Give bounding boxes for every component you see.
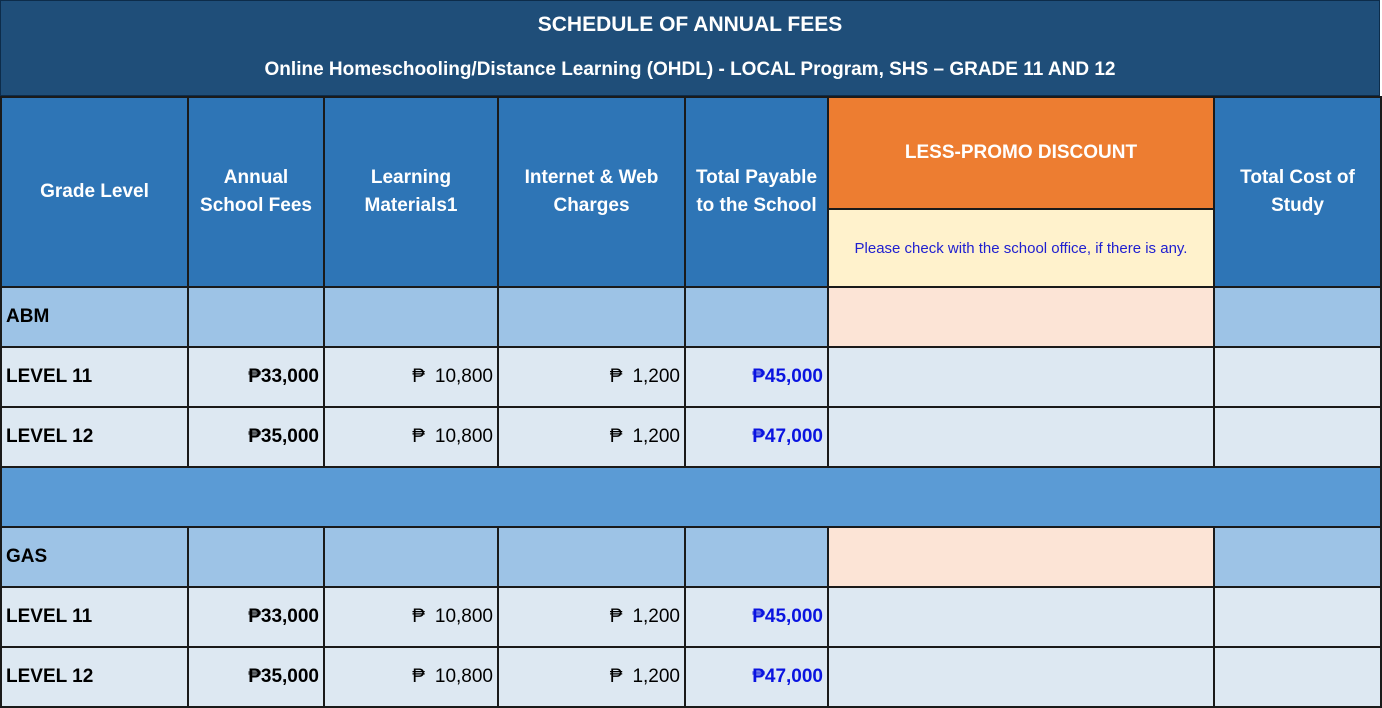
header-total-cost[interactable]: Total Cost of Study — [1214, 97, 1381, 287]
empty-cell[interactable] — [685, 527, 828, 587]
currency-symbol: ₱ — [609, 666, 623, 687]
separator-cell[interactable] — [1, 467, 1381, 527]
internet-cell[interactable] — [498, 587, 685, 647]
total-cost-cell[interactable] — [1214, 647, 1381, 707]
materials-cell[interactable] — [324, 587, 498, 647]
annual-fee-cell[interactable]: ₱33,000 — [188, 587, 324, 647]
total-cost-cell[interactable] — [1214, 347, 1381, 407]
level-cell[interactable]: LEVEL 12 — [1, 407, 188, 467]
level-cell[interactable]: LEVEL 11 — [1, 587, 188, 647]
header-promo[interactable] — [828, 97, 1214, 287]
section-name[interactable]: GAS — [1, 527, 188, 587]
total-cost-cell[interactable] — [1214, 587, 1381, 647]
annual-fee-cell[interactable]: ₱33,000 — [188, 347, 324, 407]
empty-cell[interactable] — [828, 527, 1214, 587]
empty-cell[interactable] — [685, 287, 828, 347]
sheet-title: SCHEDULE OF ANNUAL FEES — [537, 13, 843, 36]
empty-cell[interactable] — [324, 287, 498, 347]
header-grade-level[interactable]: Grade Level — [1, 97, 188, 287]
currency-symbol: ₱ — [412, 606, 425, 627]
discount-cell[interactable] — [828, 407, 1214, 467]
currency-symbol: ₱ — [609, 366, 623, 387]
total-cost-cell[interactable] — [1214, 407, 1381, 467]
total-payable-cell[interactable]: ₱45,000 — [685, 347, 828, 407]
level-cell[interactable]: LEVEL 11 — [1, 347, 188, 407]
table-row — [1, 647, 1381, 707]
empty-cell[interactable] — [188, 527, 324, 587]
annual-fee-cell[interactable]: ₱35,000 — [188, 647, 324, 707]
materials-value: 10,800 — [434, 666, 493, 687]
empty-cell[interactable] — [498, 287, 685, 347]
internet-value: 1,200 — [632, 606, 680, 627]
header-promo-discount: LESS-PROMO DISCOUNT — [829, 98, 1213, 210]
discount-cell[interactable] — [828, 647, 1214, 707]
internet-value: 1,200 — [632, 366, 680, 387]
discount-cell[interactable] — [828, 587, 1214, 647]
internet-cell[interactable] — [498, 647, 685, 707]
table-row — [1, 407, 1381, 467]
section-row-abm — [1, 287, 1381, 347]
section-row-gas — [1, 527, 1381, 587]
level-cell[interactable]: LEVEL 12 — [1, 647, 188, 707]
header-annual-school-fees[interactable]: Annual School Fees — [188, 97, 324, 287]
fees-table — [0, 96, 1382, 708]
materials-cell[interactable] — [324, 347, 498, 407]
header-row — [1, 97, 1381, 287]
currency-symbol: ₱ — [609, 606, 623, 627]
materials-value: 10,800 — [434, 606, 493, 627]
materials-value: 10,800 — [434, 426, 493, 447]
header-internet-web[interactable]: Internet & Web Charges — [498, 97, 685, 287]
table-row — [1, 587, 1381, 647]
title-band — [0, 0, 1380, 96]
header-learning-materials[interactable]: Learning Materials1 — [324, 97, 498, 287]
header-total-payable[interactable]: Total Payable to the School — [685, 97, 828, 287]
materials-cell[interactable] — [324, 407, 498, 467]
currency-symbol: ₱ — [412, 666, 425, 687]
annual-fee-cell[interactable]: ₱35,000 — [188, 407, 324, 467]
empty-cell[interactable] — [324, 527, 498, 587]
currency-symbol: ₱ — [412, 426, 425, 447]
empty-cell[interactable] — [188, 287, 324, 347]
empty-cell[interactable] — [1214, 287, 1381, 347]
currency-symbol: ₱ — [412, 366, 425, 387]
total-payable-cell[interactable]: ₱47,000 — [685, 407, 828, 467]
currency-symbol: ₱ — [609, 426, 623, 447]
section-name[interactable]: ABM — [1, 287, 188, 347]
internet-cell[interactable] — [498, 407, 685, 467]
promo-note: Please check with the school office, if there is any. — [829, 210, 1213, 286]
internet-value: 1,200 — [632, 666, 680, 687]
empty-cell[interactable] — [498, 527, 685, 587]
empty-cell[interactable] — [1214, 527, 1381, 587]
discount-cell[interactable] — [828, 347, 1214, 407]
total-payable-cell[interactable]: ₱47,000 — [685, 647, 828, 707]
materials-cell[interactable] — [324, 647, 498, 707]
materials-value: 10,800 — [434, 366, 493, 387]
table-row — [1, 347, 1381, 407]
internet-value: 1,200 — [632, 426, 680, 447]
sheet-subtitle: Online Homeschooling/Distance Learning (OHDL) - LOCAL Program, SHS – GRADE 11 AND 12 — [264, 59, 1116, 80]
total-payable-cell[interactable]: ₱45,000 — [685, 587, 828, 647]
internet-cell[interactable] — [498, 347, 685, 407]
separator-row — [1, 467, 1381, 527]
empty-cell[interactable] — [828, 287, 1214, 347]
